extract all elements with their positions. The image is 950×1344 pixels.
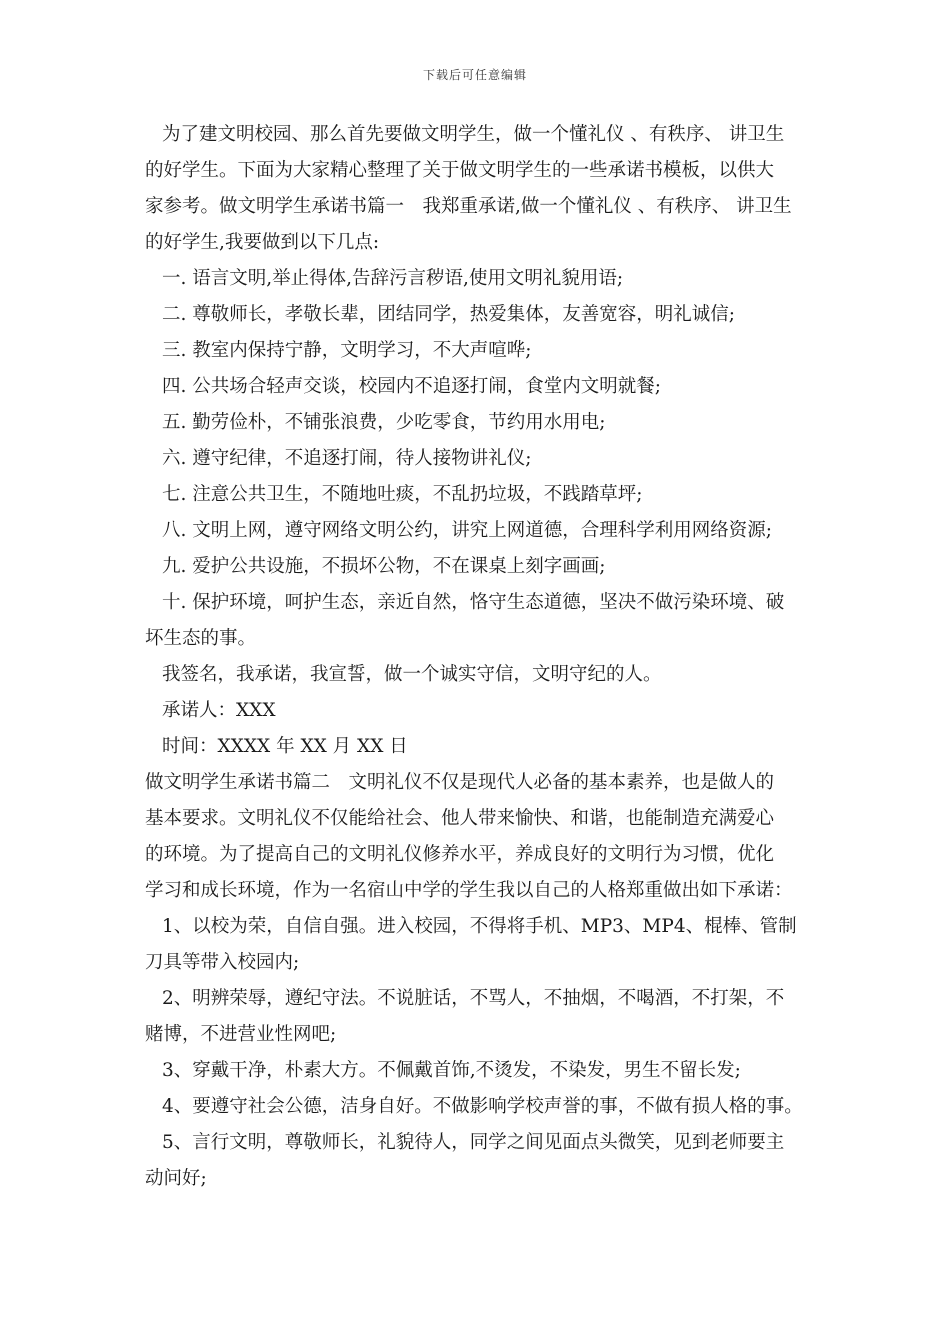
list-item: 1、以校为荣，自信自强。进入校园，不得将手机、MP3、MP4、棍棒、管制 [162, 916, 797, 937]
pledge-statement: 我签名，我承诺，我宣誓，做一个诚实守信，文明守纪的人。 [162, 664, 662, 685]
list-item: 三. 教室内保持宁静，文明学习，不大声喧哗; [162, 340, 532, 361]
list-item: 5、言行文明，尊敬师长，礼貌待人，同学之间见面点头微笑，见到老师要主 [162, 1132, 785, 1153]
list-item: 七. 注意公共卫生，不随地吐痰，不乱扔垃圾，不践踏草坪; [162, 484, 643, 505]
list-item: 五. 勤劳俭朴，不铺张浪费，少吃零食，节约用水用电; [162, 412, 606, 433]
paragraph-line: 家参考。做文明学生承诺书篇一 我郑重承诺,做一个懂礼仪 、有秩序、 讲卫生 [145, 196, 792, 217]
list-item: 六. 遵守纪律，不追逐打闹，待人接物讲礼仪; [162, 448, 532, 469]
list-item: 一. 语言文明,举止得体,告辞污言秽语,使用文明礼貌用语; [162, 268, 624, 289]
paragraph-line: 做文明学生承诺书篇二 文明礼仪不仅是现代人必备的基本素养，也是做人的 [145, 772, 775, 793]
paragraph-line: 的好学生。下面为大家精心整理了关于做文明学生的一些承诺书模板，以供大 [145, 160, 775, 181]
page-header: 下载后可任意编辑 [422, 68, 527, 82]
list-item: 二. 尊敬师长，孝敬长辈，团结同学，热爱集体，友善宽容，明礼诚信; [162, 304, 735, 325]
paragraph-line: 为了建文明校园、那么首先要做文明学生，做一个懂礼仪 、有秩序、 讲卫生 [162, 124, 785, 145]
paragraph-line: 学习和成长环境，作为一名宿山中学的学生我以自己的人格郑重做出如下承诺： [145, 880, 793, 901]
list-item: 十. 保护环境，呵护生态，亲近自然，恪守生态道德，坚决不做污染环境、破 [162, 592, 785, 613]
paragraph-line: 的环境。为了提高自己的文明礼仪修养水平，养成良好的文明行为习惯，优化 [145, 844, 775, 865]
list-item-continuation: 赌博，不进营业性网吧; [145, 1024, 337, 1045]
body-text [145, 117, 813, 1197]
date-line: 时间：XXXX 年 XX 月 XX 日 [162, 736, 408, 757]
list-item: 4、要遵守社会公德，洁身自好。不做影响学校声誉的事，不做有损人格的事。 [162, 1096, 803, 1117]
list-item: 九. 爱护公共设施，不损坏公物，不在课桌上刻字画画; [162, 556, 606, 577]
paragraph-line: 的好学生,我要做到以下几点: [145, 232, 380, 253]
list-item: 2、明辨荣辱，遵纪守法。不说脏话，不骂人，不抽烟，不喝酒，不打架，不 [162, 988, 785, 1009]
list-item-continuation: 刀具等带入校园内; [145, 952, 300, 973]
paragraph-line: 基本要求。文明礼仪不仅能给社会、他人带来愉快、和谐，也能制造充满爱心 [145, 808, 775, 829]
list-item-continuation: 坏生态的事。 [145, 628, 257, 649]
list-item: 八. 文明上网，遵守网络文明公约，讲究上网道德，合理科学利用网络资源; [162, 520, 772, 541]
list-item: 四. 公共场合轻声交谈，校园内不追逐打闹，食堂内文明就餐; [162, 376, 661, 397]
list-item: 3、穿戴干净，朴素大方。不佩戴首饰,不烫发，不染发，男生不留长发; [162, 1060, 741, 1081]
signer-line: 承诺人：XXX [162, 700, 276, 721]
list-item-continuation: 动问好; [145, 1168, 207, 1189]
